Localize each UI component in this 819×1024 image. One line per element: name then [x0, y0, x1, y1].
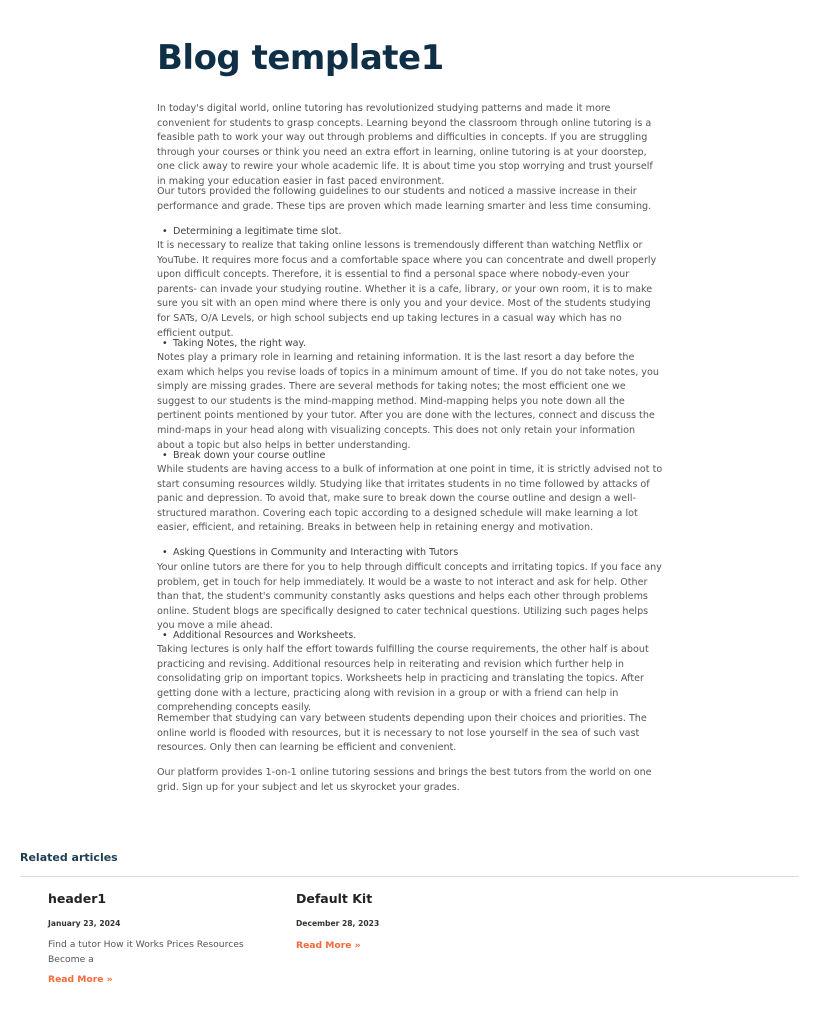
related-articles-heading: Related articles — [20, 851, 118, 864]
list-item-bullet: • Break down your course outline — [173, 449, 325, 463]
list-item-bullet: • Determining a legitimate time slot. — [173, 225, 341, 239]
section-paragraph: Notes play a primary role in learning and retaining information. It is the last resort a day before the exam which helps you revise loads of topics in a minimum amount of time. If you do not take notes, you simply are missing grades. There are several methods for taking notes; the most efficient one we suggest to our students is the mind-mapping method. Mind-mapping helps you note down all the pertinent points mentioned by your tutor. After you are done with the lectures, connect and discuss the mind-maps in your head along with visualizing concepts. This does not only retain your information about a topic but also helps in better understanding. — [157, 352, 659, 451]
intro-paragraph-2: Our tutors provided the following guidelines to our students and noticed a massive increase in their performance and grade. These tips are proven which made learning smarter and less time consuming. — [157, 186, 652, 212]
divider — [20, 876, 799, 877]
related-article-date: December 28, 2023 — [296, 919, 380, 928]
related-article-card — [296, 890, 516, 952]
related-article-title[interactable]: header1 — [48, 891, 107, 906]
list-item-bullet: • Additional Resources and Worksheets. — [173, 629, 356, 643]
closing-paragraph-2: Our platform provides 1-on-1 online tutoring sessions and brings the best tutors from the world on one grid. Sign up for your subject and let us skyrocket your grades. — [157, 767, 652, 793]
list-item-bullet: • Taking Notes, the right way. — [173, 337, 306, 351]
related-article-card — [48, 890, 268, 986]
related-article-title[interactable]: Default Kit — [296, 891, 373, 906]
list-item-bullet: • Asking Questions in Community and Interacting with Tutors — [173, 546, 458, 560]
read-more-link[interactable]: Read More » — [296, 940, 361, 951]
section-paragraph: Your online tutors are there for you to help through difficult concepts and irritating topics. If you face any problem, get in touch for help immediately. It would be a waste to not interact and ask for help. Other than that, the student's community constantly asks questions and helps each other through problems online. Student blogs are specifically designed to cater technical questions. Utilizing such pages helps you move a mile ahead. — [157, 562, 662, 632]
section-paragraph: It is necessary to realize that taking online lessons is tremendously different than watching Netflix or YouTube. It requires more focus and a comfortable space where you can concentrate and dwell properly upon difficult concepts. Therefore, it is essential to find a personal space where nobody-even your parents- can invade your studying routine. Whether it is a cafe, library, or your own room, it is to make sure you sit with an open mind where there is only you and your device. Most of the students studying for SATs, O/A Levels, or high school subjects end up taking lectures in a casual way which has no efficient output. — [157, 240, 657, 339]
related-article-date: January 23, 2024 — [48, 919, 121, 928]
related-article-excerpt: Find a tutor How it Works Prices Resources Become a — [48, 939, 244, 965]
section-paragraph: Taking lectures is only half the effort towards fulfilling the course requirements, the other half is about practicing and revising. Additional resources help in reiterating and revision which further help in consolidating grip on important topics. Worksheets help in practicing and translating the topics. After getting done with a lecture, practicing along with revision in a group or with a friend can help in comprehending concepts easily. — [157, 644, 649, 714]
intro-paragraph-1: In today's digital world, online tutoring has revolutionized studying patterns and made it more convenient for students to grasp concepts. Learning beyond the classroom through online tutoring is a feasible path to work your way out through problems and difficulties in concepts. If you are struggling through your courses or think you need an extra effort in learning, online tutoring is at your doorstep, one click away to rewire your whole academic life. It is about time you stop worrying and trust yourself in making your education easier in fast paced environment. — [157, 103, 653, 187]
read-more-link[interactable]: Read More » — [48, 974, 113, 985]
page-title: Blog template1 — [157, 38, 444, 78]
section-paragraph: While students are having access to a bulk of information at one point in time, it is strictly advised not to start consuming resources wildly. Studying like that irritates students in no time followed by attacks of panic and depression. To avoid that, make sure to break down the course outline and design a well-structured marathon. Covering each topic according to a designed schedule will make learning a lot easier, efficient, and retaining. Breaks in between help in retaining energy and motivation. — [157, 464, 663, 534]
closing-paragraph-1: Remember that studying can vary between students depending upon their choices and priorities. The online world is flooded with resources, but it is necessary to not lose yourself in the sea of such vast resources. Only then can learning be efficient and convenient. — [157, 713, 647, 754]
